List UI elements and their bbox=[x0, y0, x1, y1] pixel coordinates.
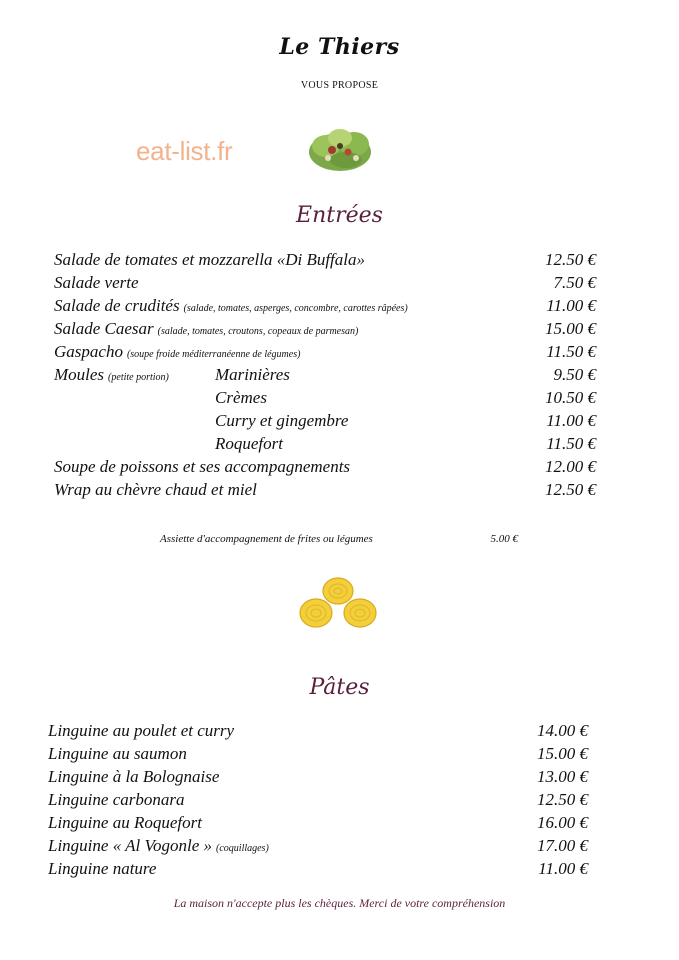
item-note: (coquillages) bbox=[216, 843, 269, 854]
item-price: 12.50 € bbox=[545, 480, 596, 499]
menu-item bbox=[54, 342, 596, 365]
side-dish-label: Assiette d'accompagnement de frites ou légumes bbox=[160, 533, 373, 545]
item-price: 9.50 € bbox=[553, 365, 596, 384]
item-name: Linguine à la Bolognaise bbox=[48, 767, 220, 786]
menu-item bbox=[54, 250, 596, 273]
item-price: 15.00 € bbox=[545, 319, 596, 338]
menu-item bbox=[54, 411, 596, 434]
menu-item bbox=[54, 296, 596, 319]
item-price: 14.00 € bbox=[537, 721, 588, 740]
payment-notice: La maison n'accepte plus les chèques. Merci de votre compréhension bbox=[173, 896, 506, 910]
item-price: 12.00 € bbox=[545, 457, 596, 476]
item-price: 12.50 € bbox=[537, 790, 588, 809]
menu-item bbox=[54, 434, 596, 457]
item-variant: Marinières bbox=[215, 365, 290, 384]
item-price: 11.50 € bbox=[546, 342, 596, 361]
item-price: 16.00 € bbox=[537, 813, 588, 832]
menu-item bbox=[54, 319, 596, 342]
item-name: Linguine au poulet et curry bbox=[48, 721, 235, 740]
item-price: 11.00 € bbox=[546, 411, 596, 430]
menu-item bbox=[48, 744, 588, 767]
item-note: (salade, tomates, asperges, concombre, carottes râpées) bbox=[183, 303, 408, 314]
item-name: Linguine nature bbox=[48, 859, 157, 878]
subtitle: VOUS PROPOSE bbox=[300, 80, 379, 91]
item-price: 13.00 € bbox=[537, 767, 588, 786]
section-title-pates: Pâtes bbox=[309, 675, 370, 700]
menu-item bbox=[48, 836, 588, 859]
menu-item bbox=[48, 767, 588, 790]
item-name: Wrap au chèvre chaud et miel bbox=[54, 480, 257, 499]
item-note: (soupe froide méditerranéenne de légumes) bbox=[126, 349, 301, 360]
item-variant: Roquefort bbox=[215, 434, 283, 453]
menu-item bbox=[54, 365, 596, 388]
menu-item bbox=[48, 813, 588, 836]
item-price: 12.50 € bbox=[545, 250, 596, 269]
menu-item bbox=[54, 457, 596, 480]
menu-item bbox=[48, 859, 588, 882]
item-name: Salade de tomates et mozzarella «Di Buffala» bbox=[54, 250, 366, 269]
item-name: Linguine au saumon bbox=[48, 744, 187, 763]
item-name: Salade de crudités bbox=[54, 296, 180, 315]
item-price: 11.00 € bbox=[538, 859, 588, 878]
item-price: 11.00 € bbox=[546, 296, 596, 315]
menu-item bbox=[54, 388, 596, 411]
item-price: 11.50 € bbox=[546, 434, 596, 453]
restaurant-title: Le Thiers bbox=[279, 34, 400, 60]
item-name: Linguine au Roquefort bbox=[48, 813, 202, 832]
menu-item bbox=[48, 721, 588, 744]
item-price: 10.50 € bbox=[545, 388, 596, 407]
item-name: Moules bbox=[54, 365, 105, 384]
section-title-entrees: Entrées bbox=[296, 203, 383, 228]
menu-item bbox=[54, 480, 596, 503]
watermark-logo: eat-list.fr bbox=[136, 136, 233, 166]
item-price: 15.00 € bbox=[537, 744, 588, 763]
item-price: 17.00 € bbox=[537, 836, 588, 855]
item-note: (salade, tomates, croutons, copeaux de parmesan) bbox=[157, 326, 359, 337]
item-name: Salade Caesar bbox=[54, 319, 154, 338]
item-variant: Crèmes bbox=[215, 388, 267, 407]
item-name: Gaspacho bbox=[54, 342, 123, 361]
item-name: Soupe de poissons et ses accompagnements bbox=[54, 457, 351, 476]
side-dish-price: 5.00 € bbox=[490, 533, 518, 545]
item-name: Salade verte bbox=[54, 273, 139, 292]
item-price: 7.50 € bbox=[553, 273, 596, 292]
pasta-nests-illustration bbox=[298, 575, 382, 633]
item-note: (petite portion) bbox=[108, 372, 169, 383]
item-name: Linguine « Al Vogonle » bbox=[48, 836, 213, 855]
item-variant: Curry et gingembre bbox=[215, 411, 349, 430]
item-name: Linguine carbonara bbox=[48, 790, 185, 809]
menu-item bbox=[54, 273, 596, 296]
salad-illustration bbox=[306, 124, 374, 174]
menu-item bbox=[48, 790, 588, 813]
side-dish-line bbox=[160, 533, 520, 549]
